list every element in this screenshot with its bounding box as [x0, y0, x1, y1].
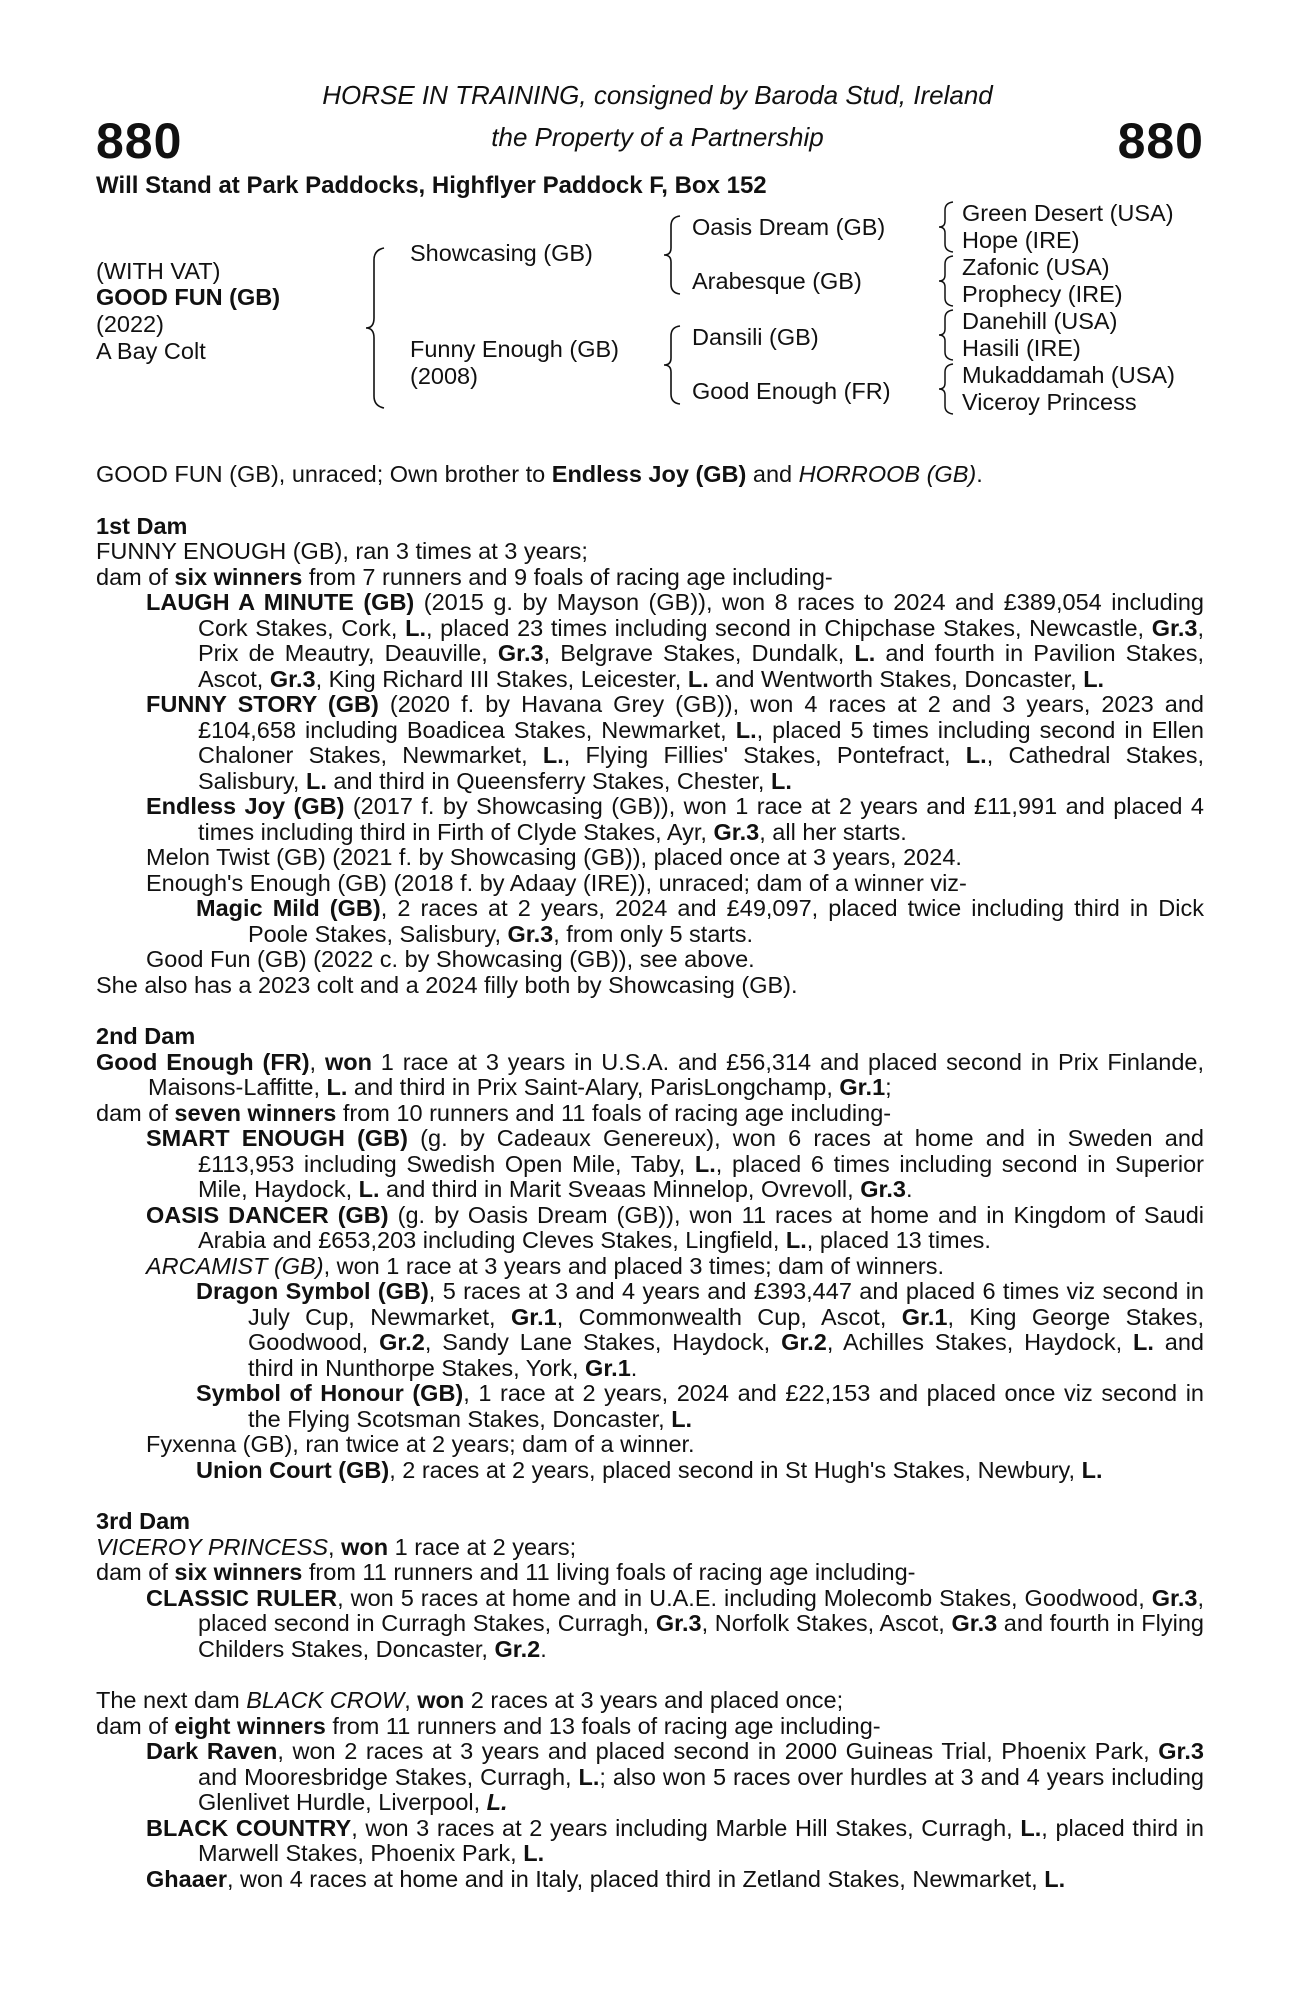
produce-entry: Ghaaer, won 4 races at home and in Italy, placed third in Zetland Stakes, Newmarket, L. [146, 1865, 1066, 1892]
first-dam-record: FUNNY ENOUGH (GB), ran 3 times at 3 years; [96, 538, 588, 564]
stand-location: Will Stand at Park Paddocks, Highflyer Paddock F, Box 152 [96, 172, 767, 199]
sire-sire-sire: Green Desert (USA) [962, 200, 1174, 226]
consignor-line: HORSE IN TRAINING, consigned by Baroda Stud, Ireland [322, 80, 993, 110]
next-dam-produce: dam of eight winners from 11 runners and 13 foals of racing age including- [96, 1712, 881, 1739]
horse-vat: (WITH VAT) [96, 258, 221, 284]
produce-entry: Magic Mild (GB), 2 races at 2 years, 2024 and £49,097, placed twice including third in Dick Poole Stakes, Salisbury, Gr.3, from only 5 starts. [196, 895, 1205, 947]
next-dam-record: The next dam BLACK CROW, won 2 races at 3 years and placed once; [96, 1687, 844, 1713]
pedigree-brace-dam [662, 324, 684, 406]
pedigree-brace-main [364, 246, 388, 410]
produce-entry: FUNNY STORY (GB) (2020 f. by Havana Grey (GB)), won 4 races at 2 and 3 years, 2023 and £104,658 including Boadicea Stakes, Newmarket, L., placed 5 times including second in Ellen Chaloner Stakes, Newmarket, L., Flying Fillies' Stakes, Pontefract, L., Cathedral Stakes, Salisbury, L. and third in Queensferry Stakes, Chester, L. [146, 691, 1204, 794]
horse-description: A Bay Colt [96, 338, 206, 364]
pedigree-brace-ss [938, 200, 956, 254]
pedigree-brace-dd [938, 362, 956, 416]
second-dam-record: Good Enough (FR), won 1 race at 3 years in U.S.A. and £56,314 and placed second in Prix Finlande, Maisons-Laffitte, L. and third in Prix Saint-Alary, ParisLongchamp, Gr.1; [96, 1048, 1204, 1100]
sire-sire: Oasis Dream (GB) [692, 214, 886, 240]
produce-entry: Good Fun (GB) (2022 c. by Showcasing (GB)), see above. [146, 946, 755, 972]
horse-name: GOOD FUN (GB) [96, 284, 281, 310]
produce-entry: Symbol of Honour (GB), 1 race at 2 years, 2024 and £22,153 and placed once viz second in the Flying Scotsman Stakes, Doncaster, L. [196, 1380, 1204, 1432]
pedigree-brace-sd [938, 254, 956, 308]
sire-dam: Arabesque (GB) [692, 268, 862, 294]
pedigree-brace-sire [662, 214, 684, 296]
intro-line: GOOD FUN (GB), unraced; Own brother to Endless Joy (GB) and HORROOB (GB). [96, 461, 983, 487]
horse-year: (2022) [96, 311, 164, 337]
produce-entry: Union Court (GB), 2 races at 2 years, placed second in St Hugh's Stakes, Newbury, L. [196, 1456, 1103, 1483]
produce-entry: Enough's Enough (GB) (2018 f. by Adaay (IRE)), unraced; dam of a winner viz- [146, 869, 967, 896]
produce-entry: Dark Raven, won 2 races at 3 years and placed second in 2000 Guineas Trial, Phoenix Park, Gr.3 and Mooresbridge Stakes, Curragh, L.; also won 5 races over hurdles at 3 and 4 years including Glenlivet Hurdle, Liverpool, L. [146, 1738, 1204, 1815]
second-dam-produce: dam of seven winners from 10 runners and 11 foals of racing age including- [96, 1099, 892, 1126]
produce-entry: ARCAMIST (GB), won 1 race at 3 years and placed 3 times; dam of winners. [146, 1252, 945, 1279]
sire-sire-dam: Hope (IRE) [962, 227, 1080, 253]
produce-entry: Melon Twist (GB) (2021 f. by Showcasing (GB)), placed once at 3 years, 2024. [146, 844, 962, 870]
third-dam-produce: dam of six winners from 11 runners and 11 living foals of racing age including- [96, 1559, 916, 1585]
dam-dam-dam: Viceroy Princess [962, 389, 1137, 415]
produce-entry: Fyxenna (GB), ran twice at 2 years; dam of a winner. [146, 1431, 695, 1457]
produce-entry: OASIS DANCER (GB) (g. by Oasis Dream (GB)), won 11 races at home and in Kingdom of Saudi Arabia and £653,203 including Cleves Stakes, Lingfield, L., placed 13 times. [146, 1201, 1204, 1253]
dam-sire-dam: Hasili (IRE) [962, 335, 1081, 361]
produce-entry: SMART ENOUGH (GB) (g. by Cadeaux Genereux), won 6 races at home and in Sweden and £113,953 including Swedish Open Mile, Taby, L., placed 6 times including second in Superior Mile, Haydock, L. and third in Marit Sveaas Minnelop, Ovrevoll, Gr.3. [146, 1125, 1204, 1202]
pedigree-brace-ds [938, 308, 956, 362]
first-dam-heading: 1st Dam [96, 512, 188, 539]
dam-name: Funny Enough (GB) [410, 336, 619, 362]
lot-number-left: 880 [96, 113, 183, 169]
first-dam-produce: dam of six winners from 7 runners and 9 foals of racing age including- [96, 563, 833, 590]
dam-dam: Good Enough (FR) [692, 378, 891, 404]
produce-entry: Endless Joy (GB) (2017 f. by Showcasing (GB)), won 1 race at 2 years and £11,991 and placed 4 times including third in Firth of Clyde Stakes, Ayr, Gr.3, all her starts. [146, 793, 1204, 845]
sire-dam-sire: Zafonic (USA) [962, 254, 1110, 280]
produce-entry: CLASSIC RULER, won 5 races at home and in U.A.E. including Molecomb Stakes, Goodwood, Gr.3, placed second in Curragh Stakes, Curragh, Gr.3, Norfolk Stakes, Ascot, Gr.3 and fourth in Flying Childers Stakes, Doncaster, Gr.2. [146, 1584, 1204, 1662]
sire-dam-dam: Prophecy (IRE) [962, 281, 1123, 307]
property-line: the Property of a Partnership [491, 122, 824, 152]
sire-name: Showcasing (GB) [410, 240, 593, 266]
first-dam-note: She also has a 2023 colt and a 2024 filly both by Showcasing (GB). [96, 971, 798, 998]
dam-year: (2008) [410, 363, 478, 389]
catalogue-body [96, 462, 1204, 1892]
lot-number-right: 880 [1117, 113, 1204, 169]
second-dam-heading: 2nd Dam [96, 1023, 196, 1049]
produce-entry: LAUGH A MINUTE (GB) (2015 g. by Mayson (GB)), won 8 races to 2024 and £389,054 including Cork Stakes, Cork, L., placed 23 times including second in Chipchase Stakes, Newcastle, Gr.3, Prix de Meautry, Deauville, Gr.3, Belgrave Stakes, Dundalk, L. and fourth in Pavilion Stakes, Ascot, Gr.3, King Richard III Stakes, Leicester, L. and Wentworth Stakes, Doncaster, L. [146, 589, 1205, 692]
third-dam-heading: 3rd Dam [96, 1508, 191, 1534]
produce-entry: BLACK COUNTRY, won 3 races at 2 years including Marble Hill Stakes, Curragh, L., placed third in Marwell Stakes, Phoenix Park, L. [146, 1814, 1205, 1866]
third-dam-record: VICEROY PRINCESS, won 1 race at 2 years; [96, 1533, 577, 1560]
dam-sire: Dansili (GB) [692, 324, 819, 350]
dam-dam-sire: Mukaddamah (USA) [962, 362, 1175, 388]
produce-entry: Dragon Symbol (GB), 5 races at 3 and 4 years and £393,447 and placed 6 times viz second in July Cup, Newmarket, Gr.1, Commonwealth Cup, Ascot, Gr.1, King George Stakes, Goodwood, Gr.2, Sandy Lane Stakes, Haydock, Gr.2, Achilles Stakes, Haydock, L. and third in Nunthorpe Stakes, York, Gr.1. [196, 1278, 1204, 1381]
dam-sire-sire: Danehill (USA) [962, 308, 1118, 334]
